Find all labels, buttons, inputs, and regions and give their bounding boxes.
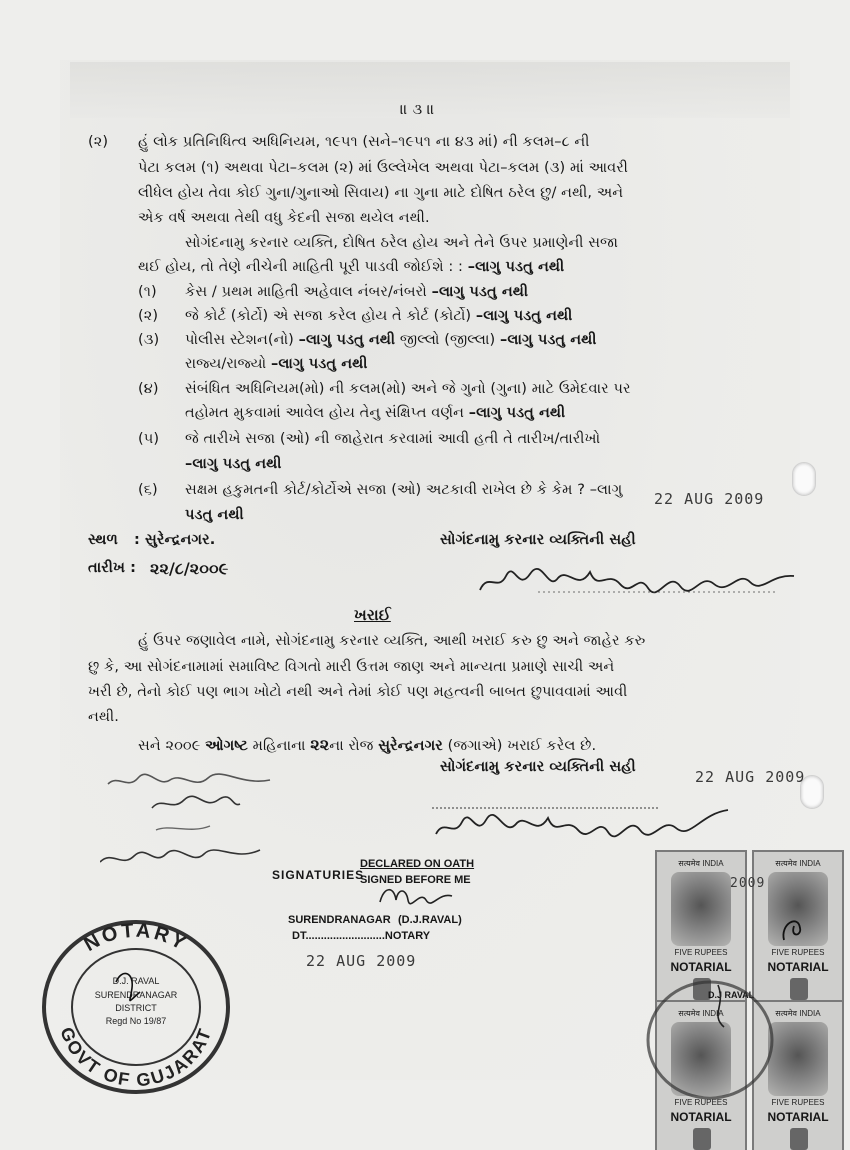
verification-signatory-label: સોગંદનામુ કરનાર વ્યક્તિની સહી [440, 759, 636, 775]
para-line: પેટા કલમ (૧) અથવા પેટા–કલમ (૨) માં ઉલ્લેખેલ અથવા પેટા–કલમ (૩) માં આવરી [138, 160, 628, 176]
rupee-icon [790, 1128, 808, 1150]
para-line: એક વર્ષ અથવા તેથી વધુ કેદની સજા થયેલ નથી. [138, 210, 430, 226]
notary-initial-mark [776, 910, 816, 946]
stamp-value: FIVE RUPEES [674, 948, 728, 957]
rupee-icon [693, 1128, 711, 1150]
stamp-header: सत्यमेव INDIA [678, 859, 724, 868]
item-continuation [185, 356, 368, 372]
verification-line: નથી. [88, 709, 119, 725]
stamp-value: FIVE RUPEES [674, 1098, 728, 1107]
date-stamp: 22 AUG 2009 [695, 768, 806, 786]
page-number: ॥ ૩ ॥ [400, 102, 435, 118]
seal-top-text: NOTARY [80, 919, 192, 956]
intro-text: થઈ હોય, તો તેણે નીચેની માહિતી પૂરી પાડવી જોઈશે : : [138, 259, 463, 275]
notary-place: SURENDRANAGAR [288, 914, 391, 926]
item-desc: પોલીસ સ્ટેશન(નો) [185, 332, 294, 348]
date-stamp: 22 AUG 2009 [306, 952, 417, 970]
handwritten-note-left [100, 770, 300, 890]
stamp-value: FIVE RUPEES [771, 948, 825, 957]
seal-place: SURENDRANAGAR [94, 990, 178, 1000]
place-value: : સુરેન્દ્રનગર. [134, 532, 216, 548]
signatures-label: SIGNATURIES [272, 868, 365, 882]
item-continuation: પડતુ નથી [185, 507, 244, 523]
item-number: (૬) [138, 482, 158, 498]
item-text [185, 308, 572, 324]
item-text [185, 332, 597, 348]
not-applicable: –લાગુ પડતુ નથી [467, 259, 565, 275]
raval-small-text: D.J RAVAL [708, 990, 755, 1000]
not-applicable: –લાગુ પડતુ નથી [431, 284, 529, 300]
declared-on-oath: DECLARED ON OATH [360, 858, 475, 870]
item-desc: કેસ / પ્રથમ માહિતી અહેવાલ નંબર/નંબરો [185, 284, 427, 300]
date-label: તારીખ : [88, 560, 137, 576]
stamp-notarial: NOTARIAL [767, 960, 829, 974]
date-stamp-partial: 2009 [730, 876, 766, 891]
date-value: ૨૨/૮/૨૦૦૯ [150, 559, 229, 578]
item-number: (૫) [138, 431, 160, 447]
notary-dt: DT..........................NOTARY [292, 930, 431, 942]
notary-overprint-seal [640, 975, 780, 1105]
item-number: (૪) [138, 381, 159, 397]
closing-place: સુરેન્દ્રનગર [378, 738, 443, 754]
punch-hole-top [792, 462, 816, 496]
not-applicable: –લાગુ પડતુ નથી [475, 308, 573, 324]
stamp-value: FIVE RUPEES [771, 1098, 825, 1107]
item-desc: રાજ્ય/રાજ્યો [185, 356, 267, 372]
date-stamp: 22 AUG 2009 [654, 490, 765, 508]
item-desc: તહોમત મુકવામાં આવેલ હોય તેનુ સંક્ષિપ્ત વર્ણન [185, 405, 465, 421]
signatory-label: સોગંદનામુ કરનાર વ્યક્તિની સહી [440, 532, 636, 548]
intro-line: સોગંદનામુ કરનાર વ્યક્તિ, દોષિત ઠરેલ હોય અને તેને ઉપર પ્રમાણેની સજા [185, 235, 619, 251]
closing-day: ૨૨ [310, 735, 330, 754]
closing-text: મહિનાના [247, 738, 311, 754]
stamp-header: सत्यमेव INDIA [775, 859, 821, 868]
not-applicable: –લાગુ પડતુ નથી [298, 332, 396, 348]
signed-before-me: SIGNED BEFORE ME [360, 874, 471, 886]
verification-line: ખરી છે, તેનો કોઈ પણ ભાગ ખોટો નથી અને તેમાં કોઈ પણ મહત્વની બાબત છુપાવવામાં આવી [88, 684, 628, 700]
notary-signature [376, 882, 456, 908]
stamp-notarial: NOTARIAL [670, 1110, 732, 1124]
not-applicable: –લાગુ પડતુ નથી [468, 405, 566, 421]
stamp-header: सत्यमेव INDIA [775, 1009, 821, 1018]
verification-closing [138, 735, 596, 755]
stamp-notarial: NOTARIAL [670, 960, 732, 974]
lion-emblem-icon [671, 872, 731, 946]
notary-seal [36, 912, 236, 1102]
para-line: હું લોક પ્રતિનિધિત્વ અધિનિયમ, ૧૯૫૧ (સને–૧૯૫૧ ના ૪૩ માં) ની કલમ–૮ ની [138, 134, 590, 150]
handwritten-signature-1 [478, 562, 798, 602]
closing-text: (જગાએ) ખરાઈ કરેલ છે. [442, 738, 597, 754]
verification-line: છુ કે, આ સોગંદનામામાં સમાવિષ્ટ વિગતો મારી ઉત્તમ જાણ અને માન્યતા પ્રમાણે સાચી અને [88, 659, 615, 675]
seal-district: DISTRICT [115, 1003, 157, 1013]
intro-line [138, 259, 564, 275]
verification-line: હું ઉપર જણાવેલ નામે, સોગંદનામુ કરનાર વ્યક્તિ, આથી ખરાઈ કરુ છુ અને જાહેર કરુ [138, 633, 646, 649]
verification-title: ખરાઈ [354, 606, 391, 624]
handwritten-signature-2 [432, 804, 732, 848]
rupee-icon [790, 978, 808, 1000]
item-desc: જે કોર્ટ (કોર્ટો) એ સજા કરેલ હોય તે કોર્ટ (કોર્ટો) [185, 308, 472, 324]
item-text: સંબંધિત અધિનિયમ(મો) ની કલમ(મો) અને જે ગુનો (ગુના) માટે ઉમેદવાર પર [185, 381, 631, 397]
item-continuation [185, 405, 565, 421]
stamp-notarial: NOTARIAL [767, 1110, 829, 1124]
stamp-header: सत्यमेव INDIA [678, 1009, 724, 1018]
not-applicable: –લાગુ પડતુ નથી [271, 356, 368, 372]
seal-regd: Regd No 19/87 [105, 1016, 167, 1026]
item-number: (૩) [138, 332, 160, 348]
place-label: સ્થળ [88, 532, 118, 548]
seal-name: D.J. RAVAL [112, 976, 160, 986]
closing-month: ઓગષ્ટ [205, 738, 248, 754]
item-text [185, 284, 528, 300]
not-applicable: –લાગુ પડતુ નથી [500, 332, 597, 348]
item-text: જે તારીખે સજા (ઓ) ની જાહેરાત કરવામાં આવી હતી તે તારીખ/તારીખો [185, 431, 601, 447]
not-applicable: –લાગુ પડતુ નથી [185, 456, 282, 472]
notary-name: (D.J.RAVAL) [398, 914, 462, 926]
seal-bottom-text: GOVT OF GUJARAT [56, 1024, 216, 1091]
item-number: (૧) [138, 284, 157, 300]
closing-text: સને ૨૦૦૯ [138, 738, 206, 754]
svg-text:NOTARY [80, 920, 191, 956]
closing-text: ના રોજ [329, 738, 379, 754]
item-number: (૨) [138, 308, 159, 324]
para-line: લીધેલ હોય તેવા કોઈ ગુના/ગુનાઓ સિવાય) ના ગુના માટે દોષિત ઠરેલ છુ/ નથી, અને [138, 185, 624, 201]
para-number: (૨) [88, 134, 109, 150]
item-desc: જીલ્લો (જીલ્લા) [399, 332, 501, 348]
item-text: સક્ષમ હકુમતની કોર્ટ/કોર્ટોએ સજા (ઓ) અટકાવી રાખેલ છે કે કેમ ? –લાગુ [185, 482, 623, 498]
